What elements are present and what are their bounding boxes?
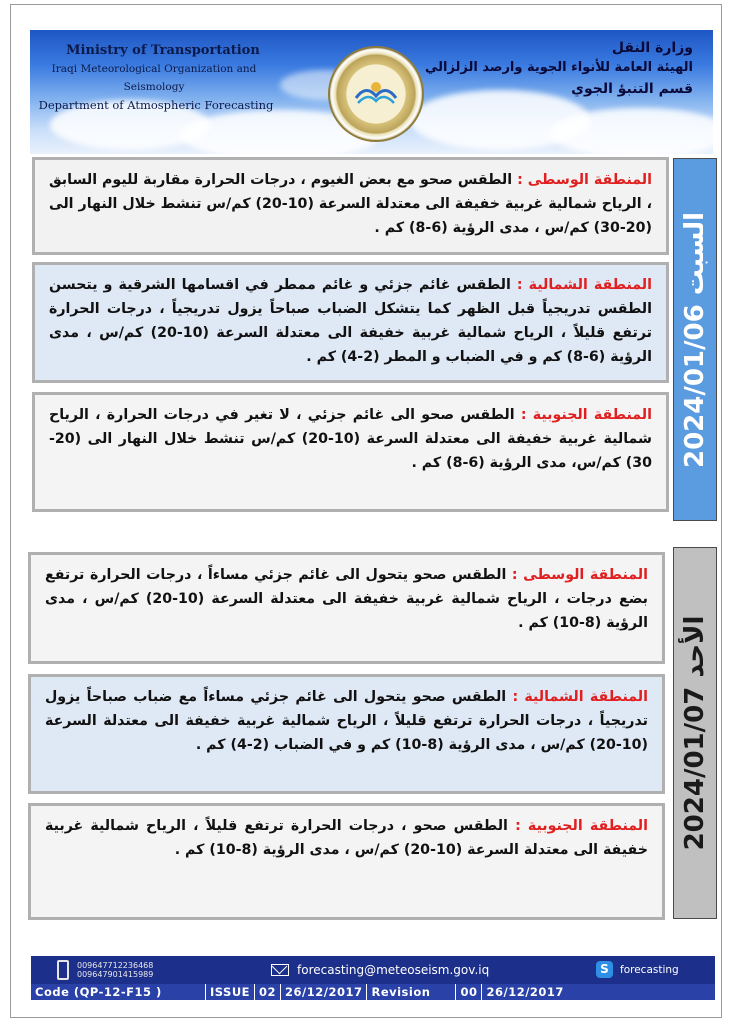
region-label: المنطقة الشمالية : — [516, 277, 652, 293]
mobile-phone-icon — [57, 960, 69, 980]
region-label: المنطقة الجنوبية : — [515, 818, 648, 834]
organization-logo-icon — [330, 48, 422, 140]
forecast-text: الطقس صحو مع بعض الغيوم ، درجات الحرارة مقاربة لليوم السابق ، الرياح شمالية غربية خفيفة الى معتدلة السرعة (10-20) كم/س تنشط خلال النهار الى (20-30) كم/س ، مدى الرؤية (6-8) كم . — [49, 172, 652, 236]
day2-north-forecast — [28, 674, 665, 794]
phone-numbers — [77, 961, 153, 979]
day1-north-forecast — [32, 262, 669, 383]
contact-footer — [31, 956, 715, 1002]
day1-central-forecast — [32, 157, 669, 255]
day2-date-label: الأحد 2024/01/07 — [680, 615, 710, 851]
revision-date: 26/12/2017 — [486, 985, 564, 999]
day2-date-tab — [673, 547, 717, 919]
contact-email: forecasting@meteoseism.gov.iq — [297, 963, 490, 977]
logo-emblem — [352, 78, 400, 108]
english-title-block — [38, 42, 278, 114]
region-label: المنطقة الوسطى : — [517, 172, 652, 188]
region-label: المنطقة الشمالية : — [512, 689, 648, 705]
forecast-text: الطقس غائم جزئي و غائم ممطر في اقسامها الشرقية و يتحسن الطقس تدريجياً قبل الظهر كما يتشكل الضباب صباحاً يزول تدريجياً ، درجات الحرارة ترتفع قليلاً ، الرياح شمالية غربية خفيفة الى معتدلة السرعة (10-20) كم/س ، مدى الرؤية (6-8) كم و في الضباب و المطر (2-4) كم . — [49, 277, 652, 365]
forecast-text: الطقس صحو يتحول الى غائم جزئي مساءاً مع ضباب صباحاً يزول تدريجياً ، درجات الحرارة ترتفع قليلاً ، الرياح شمالية غربية خفيفة الى معتدلة السرعة (10-20) كم/س ، مدى الرؤية (8-10) كم و في الضباب (2-4) كم . — [45, 689, 648, 753]
department-name-en: Department of Atmospheric Forecasting — [38, 98, 274, 112]
envelope-icon — [271, 964, 289, 976]
document-control-bar — [31, 984, 715, 1000]
organization-name-ar: الهيئة العامة للأنواء الجوية وارصد الزلزالي — [424, 60, 693, 75]
letterhead-banner — [30, 30, 713, 154]
skype-handle: forecasting — [620, 964, 679, 976]
revision-number: 00 — [456, 984, 482, 1000]
document-code: Code (QP-12-F15 ) — [31, 984, 206, 1000]
forecast-text: الطقس صحو يتحول الى غائم جزئي مساءاً ، درجات الحرارة ترتفع بضع درجات ، الرياح شمالية غربية خفيفة الى معتدلة السرعة (10-20) كم/س ، مدى الرؤية (8-10) كم . — [45, 567, 648, 631]
day2-south-forecast — [28, 803, 665, 920]
ministry-name-en: Ministry of Transportation — [66, 43, 260, 58]
organization-name-en: Iraqi Meteorological Organization and Seismology — [51, 63, 257, 93]
day1-date-label: السبت 2024/01/06 — [680, 211, 710, 468]
issue-number: 02 — [255, 984, 281, 1000]
contact-bar — [31, 956, 715, 984]
department-name-ar: قسم التنبؤ الجوي — [571, 81, 693, 97]
phone-number-2: 009647901415989 — [77, 970, 154, 979]
region-label: المنطقة الوسطى : — [511, 567, 648, 583]
arabic-title-block — [425, 38, 693, 100]
skype-icon: S — [596, 961, 613, 978]
region-label: المنطقة الجنوبية : — [520, 407, 652, 423]
issue-date: 26/12/2017 — [281, 984, 367, 1000]
phone-number-1: 009647712236468 — [77, 961, 154, 970]
day2-central-forecast — [28, 552, 665, 664]
issue-label: ISSUE — [206, 984, 255, 1000]
forecast-text: الطقس صحو الى غائم جزئي ، لا تغير في درجات الحرارة ، الرياح شمالية غربية خفيفة الى معتدلة السرعة (10-20) كم/س تنشط خلال النهار الى (20-30) كم/س، مدى الرؤية (6-8) كم . — [49, 407, 653, 471]
ministry-name-ar: وزارة النقل — [611, 40, 693, 56]
day1-date-tab — [673, 158, 717, 521]
day1-south-forecast — [32, 392, 669, 512]
revision-label: Revision — [367, 984, 456, 1000]
forecast-text: الطقس صحو ، درجات الحرارة ترتفع قليلاً ، الرياح شمالية غربية خفيفة الى معتدلة السرعة (10-20) كم/س ، مدى الرؤية (8-10) كم . — [45, 818, 648, 858]
